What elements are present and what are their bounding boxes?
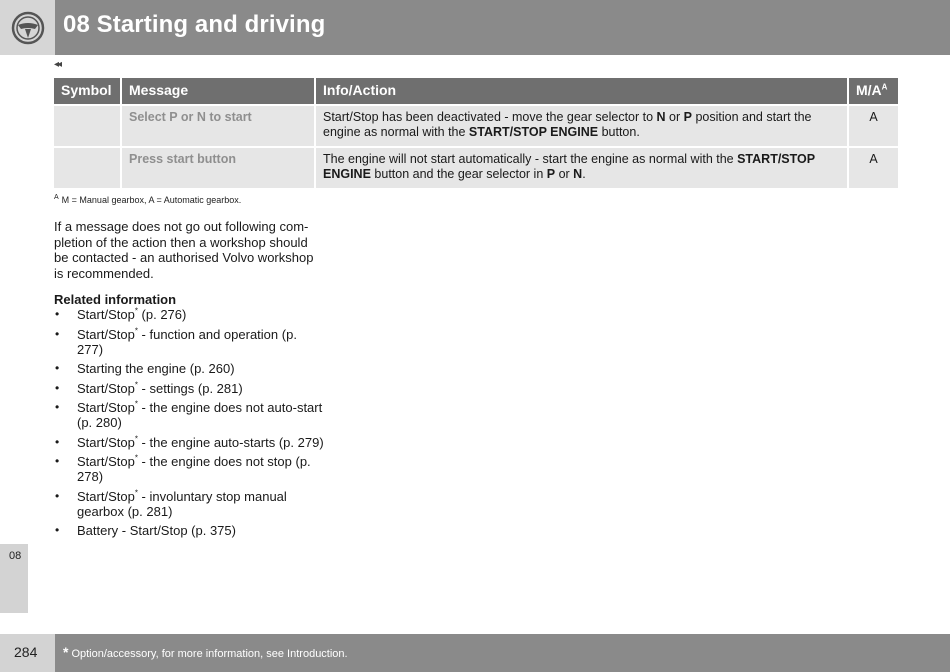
message-cell: Select P or N to start <box>121 105 315 147</box>
bullet-icon: • <box>55 326 60 341</box>
message-cell: Press start button <box>121 147 315 188</box>
column-header-ma: $M/A^A$ <box>848 78 898 105</box>
footer-note-text: Option/accessory, for more information, see Introduction. <box>71 648 348 660</box>
table-footnote <box>54 194 241 205</box>
symbol-cell <box>54 105 121 147</box>
related-link[interactable]: • Start/Stop* - involuntary stop manual gearbox (p. 281) <box>55 488 287 519</box>
ma-footnote-marker: A <box>881 82 888 92</box>
related-information-heading: Related information <box>54 292 177 307</box>
related-links-list <box>54 307 324 543</box>
related-link[interactable]: • Start/Stop* - the engine auto-starts (p. 279) <box>55 434 324 450</box>
ma-cell: A <box>848 105 898 147</box>
related-link[interactable]: • Battery - Start/Stop (p. 375) <box>55 523 236 538</box>
bullet-icon: • <box>55 400 60 414</box>
bullet-icon: • <box>55 307 60 321</box>
continued-marker-icon: ◂◂ <box>54 59 61 70</box>
page-number-box <box>0 634 55 672</box>
footnote-text: M = Manual gearbox, A = Automatic gearbox. <box>61 195 242 205</box>
related-link[interactable]: • Start/Stop* - the engine does not auto-start (p. 280) <box>55 399 323 430</box>
page-number: 284 <box>14 644 38 660</box>
page-footer <box>0 634 950 672</box>
chapter-side-tab-label: 08 <box>9 550 22 562</box>
related-link[interactable]: • Starting the engine (p. 260) <box>55 361 235 376</box>
chapter-title: 08 Starting and driving <box>63 11 326 38</box>
info-action-cell: The engine will not start automatically - start the engine as normal with the START/STOP ENGINE button and the gear selector in P or N. <box>315 147 848 188</box>
info-action-cell: Start/Stop has been deactivated - move the gear selector to N or P position and start the engine as normal with the START/STOP ENGINE button. <box>315 105 848 147</box>
footnote-marker: A <box>54 194 59 201</box>
ma-cell: A <box>848 147 898 188</box>
column-header-message: Message <box>121 78 315 105</box>
bullet-icon: • <box>55 454 60 468</box>
table-row <box>54 105 898 147</box>
bullet-icon: • <box>55 523 60 537</box>
symbol-cell <box>54 147 121 188</box>
bullet-icon: • <box>55 488 60 503</box>
related-link[interactable]: • Start/Stop* - settings (p. 281) <box>55 380 243 396</box>
related-link[interactable]: • Start/Stop* - the engine does not stop (p. 278) <box>55 453 311 484</box>
column-header-symbol: Symbol <box>54 78 121 105</box>
column-header-info-action: Info/Action <box>315 78 848 105</box>
message-table <box>54 78 898 188</box>
chapter-side-tab <box>0 544 28 613</box>
footer-note <box>63 644 348 660</box>
asterisk-icon: * <box>63 644 69 660</box>
body-paragraph: If a message does not go out following com-pletion of the action then a workshop should be contacted - an authorised Volvo workshop is recommended. <box>54 219 314 281</box>
related-link[interactable]: • Start/Stop* (p. 276) <box>55 306 187 322</box>
table-row <box>54 147 898 188</box>
table-header-row <box>54 78 898 105</box>
related-link[interactable]: • Start/Stop* - function and operation (p. 277) <box>55 326 297 357</box>
bullet-icon: • <box>55 361 60 375</box>
bullet-icon: • <box>55 434 60 449</box>
bullet-icon: • <box>55 380 60 395</box>
steering-wheel-icon <box>0 0 55 55</box>
page-header <box>0 0 950 55</box>
